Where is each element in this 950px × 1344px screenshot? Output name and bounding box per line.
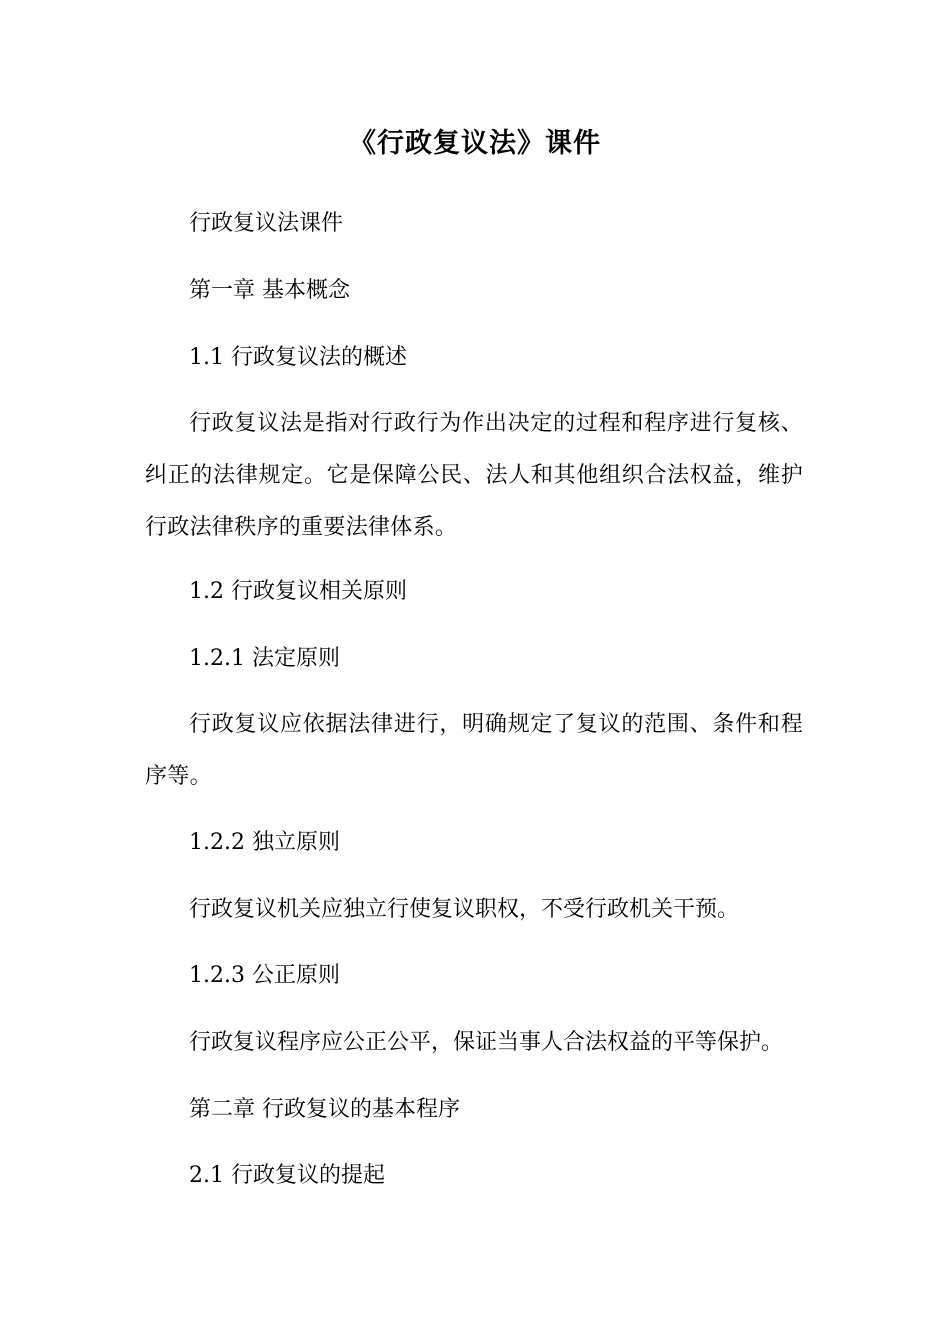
section-heading-2-1: 2.1 行政复议的提起 xyxy=(189,1163,385,1188)
paragraph-fairness-principle: 行政复议程序应公正公平，保证当事人合法权益的平等保护。 xyxy=(189,1030,784,1055)
paragraph-overview: 行政复议法是指对行政行为作出决定的过程和程序进行复核、纠正的法律规定。它是保障公民、法人和其他组织合法权益，维护行政法律秩序的重要法律体系。 xyxy=(145,411,803,540)
document-title: 《行政复议法》课件 xyxy=(349,128,601,159)
section-heading-1-2: 1.2 行政复议相关原则 xyxy=(189,579,407,604)
section-heading-1-1: 1.1 行政复议法的概述 xyxy=(189,345,407,370)
chapter-heading-2: 第二章 行政复议的基本程序 xyxy=(189,1097,460,1122)
paragraph-independence-principle: 行政复议机关应独立行使复议职权，不受行政机关干预。 xyxy=(189,897,740,922)
subtitle: 行政复议法课件 xyxy=(189,211,344,236)
paragraph-legal-principle: 行政复议应依据法律进行，明确规定了复议的范围、条件和程序等。 xyxy=(145,712,803,789)
subsection-heading-1-2-1: 1.2.1 法定原则 xyxy=(189,646,340,671)
subsection-heading-1-2-3: 1.2.3 公正原则 xyxy=(189,963,340,988)
subsection-heading-1-2-2: 1.2.2 独立原则 xyxy=(189,830,340,855)
chapter-heading-1: 第一章 基本概念 xyxy=(189,278,350,303)
